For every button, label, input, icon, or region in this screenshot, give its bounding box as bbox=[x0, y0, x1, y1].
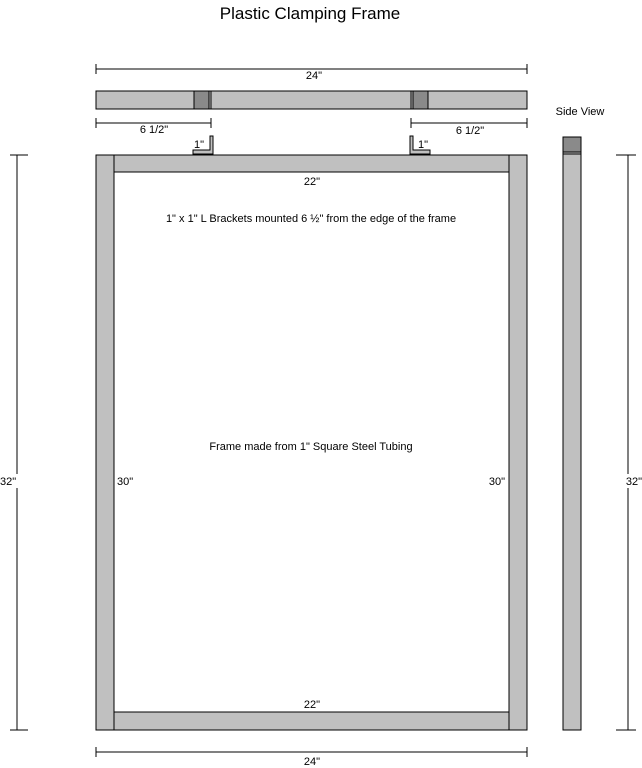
top-inner-width-label: 22" bbox=[303, 176, 321, 188]
top-width-label: 24" bbox=[305, 70, 323, 82]
left-offset-dimension bbox=[96, 118, 211, 136]
right-bracket-top-view bbox=[413, 91, 428, 109]
right-height-label: 32" bbox=[625, 476, 642, 488]
left-side-length-label: 30" bbox=[117, 476, 134, 488]
right-offset-dimension bbox=[411, 118, 527, 137]
left-bracket-size-label: 1" bbox=[193, 139, 205, 151]
right-side-length-label: 30" bbox=[488, 476, 505, 488]
left-height-label: 32" bbox=[0, 476, 17, 488]
right-side-tube bbox=[509, 155, 527, 730]
left-side-tube bbox=[96, 155, 114, 730]
side-view-label: Side View bbox=[555, 106, 605, 118]
side-view bbox=[563, 137, 581, 730]
side-view-bracket bbox=[563, 137, 581, 152]
left-bracket-top-view bbox=[194, 91, 209, 109]
bottom-tube bbox=[114, 712, 509, 730]
right-height-dimension bbox=[616, 155, 642, 730]
bottom-inner-width-label: 22" bbox=[303, 699, 321, 711]
top-tube bbox=[114, 155, 509, 172]
side-view-tube bbox=[563, 137, 581, 730]
left-offset-label: 6 1/2" bbox=[139, 124, 169, 136]
bottom-width-dimension bbox=[96, 747, 527, 768]
top-width-dimension bbox=[96, 64, 527, 82]
top-view-bar bbox=[96, 91, 527, 109]
bracket-note: 1" x 1" L Brackets mounted 6 ½" from the edge of the frame bbox=[165, 213, 457, 225]
right-offset-label: 6 1/2" bbox=[455, 125, 485, 137]
left-height-dimension bbox=[0, 155, 28, 730]
left-l-bracket bbox=[193, 136, 213, 154]
right-bracket-size-label: 1" bbox=[417, 139, 429, 151]
drawing-title: Plastic Clamping Frame bbox=[219, 4, 401, 23]
right-l-bracket bbox=[410, 136, 430, 154]
bottom-width-label: 24" bbox=[303, 756, 321, 768]
material-note: Frame made from 1" Square Steel Tubing bbox=[209, 441, 413, 453]
